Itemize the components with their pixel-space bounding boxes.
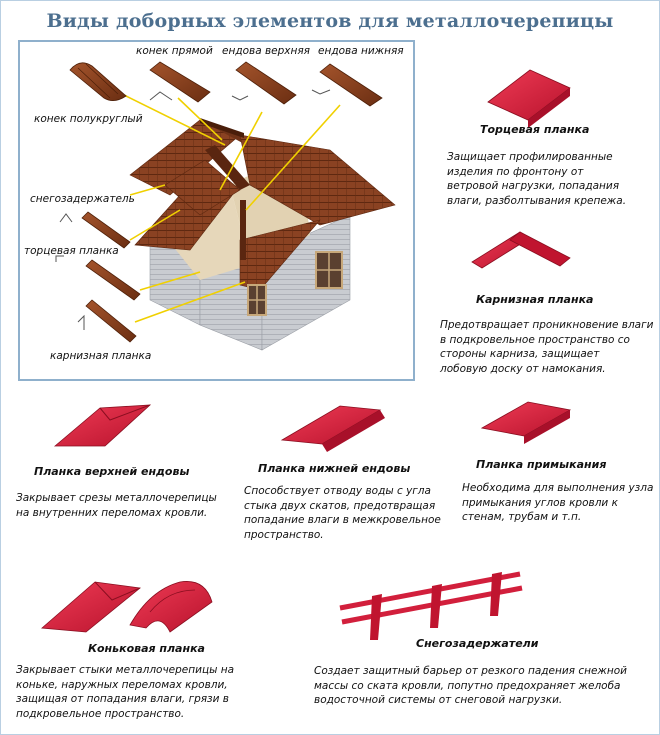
label-endova-verhnyaya: ендова верхняя — [222, 45, 310, 57]
snegozaderzhateli-image — [340, 572, 522, 640]
konkovaya-title: Коньковая планка — [88, 642, 205, 655]
snegozaderzhatel-part — [60, 212, 130, 248]
endova-verhnyaya-part — [232, 62, 296, 104]
karniznaya-planka-image — [472, 232, 570, 268]
konek-pryamoy-part — [150, 62, 210, 102]
konek-polukrugly-part — [70, 63, 126, 101]
karniznaya-title: Карнизная планка — [476, 293, 594, 306]
label-konek-pryamoy: конек прямой — [136, 45, 213, 57]
tortsevaya-desc: Защищает профилированные изделия по фронтону от ветровой нагрузки, попадания влаги, разболтывания крепежа. — [447, 151, 627, 207]
house-illustration — [130, 118, 395, 350]
konkovaya-planka-image — [42, 581, 212, 632]
label-karniznaya: карнизная планка — [50, 350, 152, 362]
konkovaya-desc: Закрывает стыки металлочерепицы на коньке, наружных переломах кровли, защищая от попадания влаги, грязи в подкровельное пространство. — [16, 664, 235, 720]
verh-endova-image — [55, 405, 150, 446]
nizh-endova-title: Планка нижней ендовы — [258, 462, 411, 475]
verh-endova-desc: Закрывает срезы металлочерепицы на внутренних переломах кровли. — [16, 492, 217, 519]
label-tortsevaya: торцевая планка — [24, 245, 119, 257]
nizh-endova-desc: Способствует отводу воды с угла стыка двух скатов, предотвращая попадание влаги в межкровельное пространство. — [244, 485, 441, 541]
karniznaya-part — [78, 300, 136, 342]
nizh-endova-image — [282, 406, 385, 452]
label-konek-polukrugly: конек полукруглый — [34, 113, 143, 125]
verh-endova-title: Планка верхней ендовы — [34, 465, 190, 478]
primykaniya-title: Планка примыкания — [476, 458, 607, 471]
label-snegozaderzhatel: снегозадержатель — [30, 193, 135, 205]
page-title: Виды доборных элементов для металлочерепицы — [46, 10, 614, 32]
label-endova-nizhnyaya: ендова нижняя — [318, 45, 404, 57]
karniznaya-desc: Предотвращает проникновение влаги в подкровельное пространство со стороны карниза, защищает лобовую доску от намокания. — [440, 319, 654, 375]
primykaniya-desc: Необходима для выполнения узла примыкания углов кровли к стенам, трубам и т.п. — [462, 482, 654, 523]
snegozaderzhateli-title: Снегозадержатели — [416, 637, 539, 650]
snegozaderzhateli-desc: Создает защитный барьер от резкого падения снежной массы со ската кровли, попутно предохраняет желоба водосточной системы от снеговой нагрузки. — [314, 665, 628, 706]
tortsevaya-title: Торцевая планка — [480, 123, 590, 136]
tortsevaya-part — [56, 256, 140, 300]
primykaniya-image — [482, 402, 570, 444]
endova-nizhnyaya-part — [312, 64, 382, 106]
tortsevaya-planka-image — [488, 70, 570, 128]
